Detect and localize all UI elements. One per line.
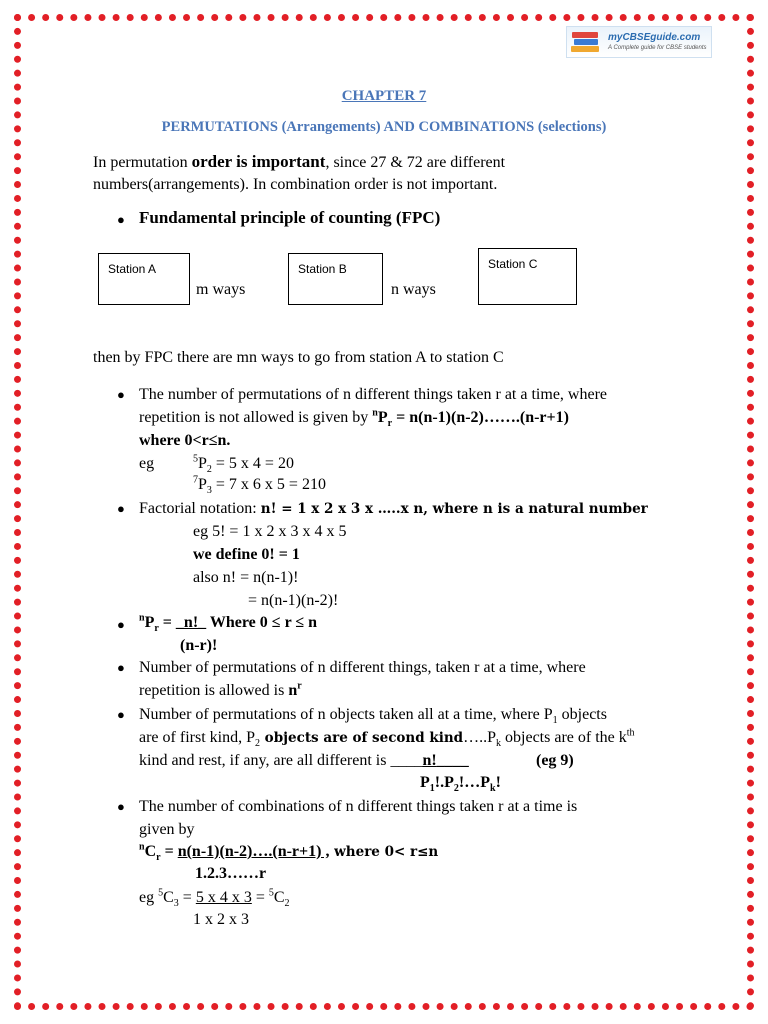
npr-formula: $^nP_r$ = _n!_ Where 0 ≤ r ≤ n xyxy=(139,612,318,635)
bullet-icon: ● xyxy=(117,501,125,516)
comb-formula: $^nC_r$ = n(n-1)(n-2)….(n-r+1) , where 0< r≤n xyxy=(139,841,439,864)
perm-line-1: The number of permutations of n different things taken r at a time, where xyxy=(139,386,607,403)
n-ways-label: n ways xyxy=(391,281,436,298)
comb-eg: eg $^5C_3 = 5$ x 4 x $3 = ^5C_2$ xyxy=(139,887,290,910)
intro-line-2: numbers(arrangements). In combination order is not important. xyxy=(93,176,498,193)
bullet-icon: ● xyxy=(117,212,125,227)
perm-line-3: where 0<r≤n. xyxy=(139,432,231,449)
perm-eg-2: $^7P_3 = 7$ x 6 x 5 = 210 xyxy=(193,474,326,497)
perm-eg-label: eg xyxy=(139,455,155,472)
station-c-box xyxy=(478,248,577,305)
intro-line-1: In permutation order is important, since 27 & 72 are different xyxy=(93,152,506,171)
alike-line-2: are of first kind, $P_2$ objects are of second $kind\dots..P_k$ objects are of the $k^{th}$ xyxy=(139,727,635,750)
bullet-icon: ● xyxy=(117,387,125,402)
fpc-line: then by FPC there are mn ways to go from station A to station C xyxy=(93,349,504,366)
factorial-eg: eg 5! = 1 x 2 x 3 x 4 x 5 xyxy=(193,523,347,540)
logo-brand: myCBSEguide.com xyxy=(608,32,701,43)
rep-line-1: Number of permutations of n different things, taken r at a time, where xyxy=(139,659,586,676)
factorial-also: also n! = n(n-1)! xyxy=(193,569,299,586)
bullet-icon: ● xyxy=(117,660,125,675)
chapter-title: CHAPTER 7 xyxy=(341,88,427,104)
bullet-icon: ● xyxy=(117,799,125,814)
station-b-box xyxy=(288,253,383,305)
bullet-icon: ● xyxy=(117,617,125,632)
npr-denominator: (n-r)! xyxy=(180,637,218,654)
logo-tagline: A Complete guide for CBSE students xyxy=(608,45,707,51)
alike-eg-ref: (eg 9) xyxy=(536,752,574,769)
factorial-line: Factorial notation: n! = 1 x 2 x 3 x …..x n, where n is a natural number xyxy=(139,500,648,517)
factorial-define: we define 0! = 1 xyxy=(193,546,300,563)
alike-line-3: kind and rest, if any, are all different is ____n!____ xyxy=(139,752,469,769)
alike-denominator: $P_1!.P_2!\dots P_k$! xyxy=(420,774,501,795)
station-c-label: Station C xyxy=(488,257,538,271)
site-logo xyxy=(566,26,712,58)
perm-eg-1: $^5P_2 = 5$ x 4 = 20 xyxy=(193,453,294,476)
perm-line-2: repetition is not allowed is given by $^nP_r$ = n(n-1)(n-2)…….(n-r+1) xyxy=(139,407,569,430)
fpc-heading: Fundamental principle of counting (FPC) xyxy=(139,208,441,227)
factorial-also-2: = n(n-1)(n-2)! xyxy=(248,592,339,609)
station-b-label: Station B xyxy=(298,262,347,276)
rep-line-2: repetition is allowed is $n^r$ xyxy=(139,680,302,699)
m-ways-label: m ways xyxy=(196,281,246,298)
comb-denominator: 1.2.3……r xyxy=(195,865,267,882)
chapter-subtitle: PERMUTATIONS (Arrangements) AND COMBINATIONS (selections) xyxy=(161,119,607,135)
alike-line-1: Number of permutations of n objects taken all at a time, where $P_1$ objects xyxy=(139,706,607,727)
station-a-label: Station A xyxy=(108,262,157,276)
station-a-box xyxy=(98,253,190,305)
bullet-icon: ● xyxy=(117,707,125,722)
comb-line-2: given by xyxy=(139,821,195,838)
comb-eg-denominator: 1 x 2 x 3 xyxy=(193,911,249,928)
books-icon xyxy=(570,29,604,55)
comb-line-1: The number of combinations of n different things taken r at a time is xyxy=(139,798,578,815)
